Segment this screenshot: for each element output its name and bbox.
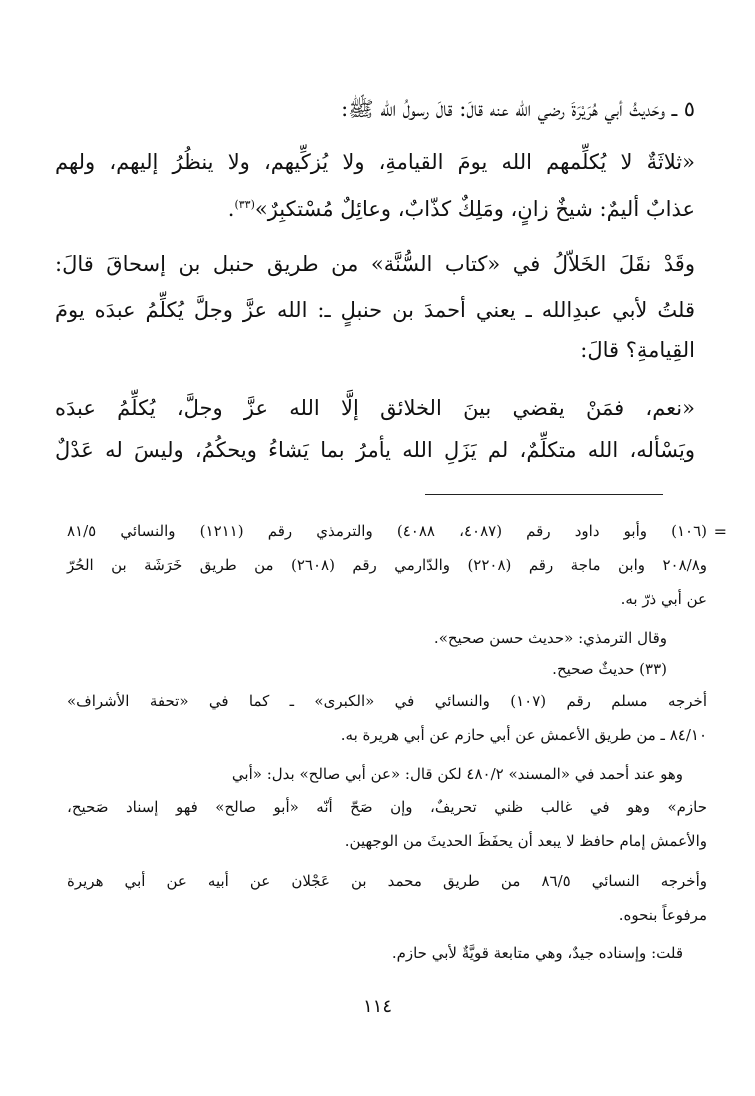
footnote-line: والأعمش إمام حافظ لا يبعد أن يحفَظَ الحديثَ من الوجهين.: [344, 832, 707, 850]
footnote-line: (١٠٦) وأبو داود رقم (٤٠٨٧، ٤٠٨٨) والترمذي رقم (١٢١١) والنسائي ٨١/٥: [67, 522, 708, 540]
footnote-divider: [425, 494, 663, 495]
quote2-line1: «نعم، فمَنْ يقضي بينَ الخلائق إلَّا الله عزَّ وجلَّ، يُكلِّمُ عبدَه: [55, 396, 695, 420]
hadith-heading: ٥ ــ وحَديثُ أبي هُرَيْرَةَ رضي الله عنه قالَ: قالَ رسولُ الله ﷺ:: [341, 97, 695, 121]
quote1-line1: «ثلاثَةٌ لا يُكلِّمهم الله يومَ القيامةِ، ولا يُزكِّيهم، ولا ينظُرُ إليهم، ولهم: [55, 150, 695, 174]
footnote-line: وقال الترمذي: «حديث حسن صحيح».: [433, 629, 667, 647]
footnote-line: وهو عند أحمد في «المسند» ٤٨٠/٢ لكن قال: «عن أبي صالح» بدل: «أبي: [231, 765, 683, 783]
page-number: ١١٤: [362, 996, 392, 1017]
continuation-mark: =: [713, 522, 727, 541]
footnote-line: و٢٠٨/٨ وابن ماجة رقم (٢٢٠٨) والدّارمي رقم (٢٦٠٨) من طريق خَرَشَة بن الحُرّ: [67, 556, 707, 574]
quote1-line2: [55, 197, 695, 222]
quote2-line2: ويَسْأله، الله متكلِّمٌ، لم يَزَلِ الله يأمرُ بما يَشاءُ ويحكُمُ، وليسَ له عَدْلٌ: [55, 438, 695, 462]
footnote-line: حازم» وهو في غالب ظني تحريفٌ، وإن صَحّ أنّه «أبو صالح» فهو إسناد صَحيح،: [67, 798, 707, 816]
quote1-line2-text: عذابٌ أليمٌ: شيخٌ زانٍ، ومَلِكٌ كذّابٌ، وعائِلٌ مُسْتكبِرٌ»: [254, 197, 695, 221]
footnote-line: مرفوعاً بنحوه.: [618, 906, 707, 924]
footnote-line: (٣٣) حديثٌ صحيح.: [552, 660, 667, 678]
footnote-line: عن أبي ذرّ به.: [620, 590, 707, 608]
footnote-ref-33: (٣٣): [234, 198, 255, 211]
para2-line3: القِيامةِ؟ قالَ:: [580, 338, 695, 362]
para2-line1: وقَدْ نقَلَ الخَلاّلُ في «كتاب السُّنَّة» من طريق حنبل بن إسحاقَ قالَ:: [55, 252, 695, 276]
footnote-line: قلت: وإسناده جيدٌ، وهي متابعة قويَّةٌ لأبي حازم.: [391, 944, 683, 962]
quote1-period: .: [227, 197, 235, 221]
para2-line2: قلتُ لأبي عبدِالله ـ يعني أحمدَ بن حنبلٍ ـ: الله عزَّ وجلَّ يُكلِّمُ عبدَه يومَ: [55, 298, 695, 322]
footnote-line: وأخرجه النسائي ٨٦/٥ من طريق محمد بن عَجْلان عن أبيه عن أبي هريرة: [67, 872, 707, 890]
footnote-line: ٨٤/١٠ ـ من طريق الأعمش عن أبي حازم عن أبي هريرة به.: [340, 726, 707, 744]
footnote-line: أخرجه مسلم رقم (١٠٧) والنسائي في «الكبرى» ـ كما في «تحفة الأشراف»: [67, 692, 707, 710]
